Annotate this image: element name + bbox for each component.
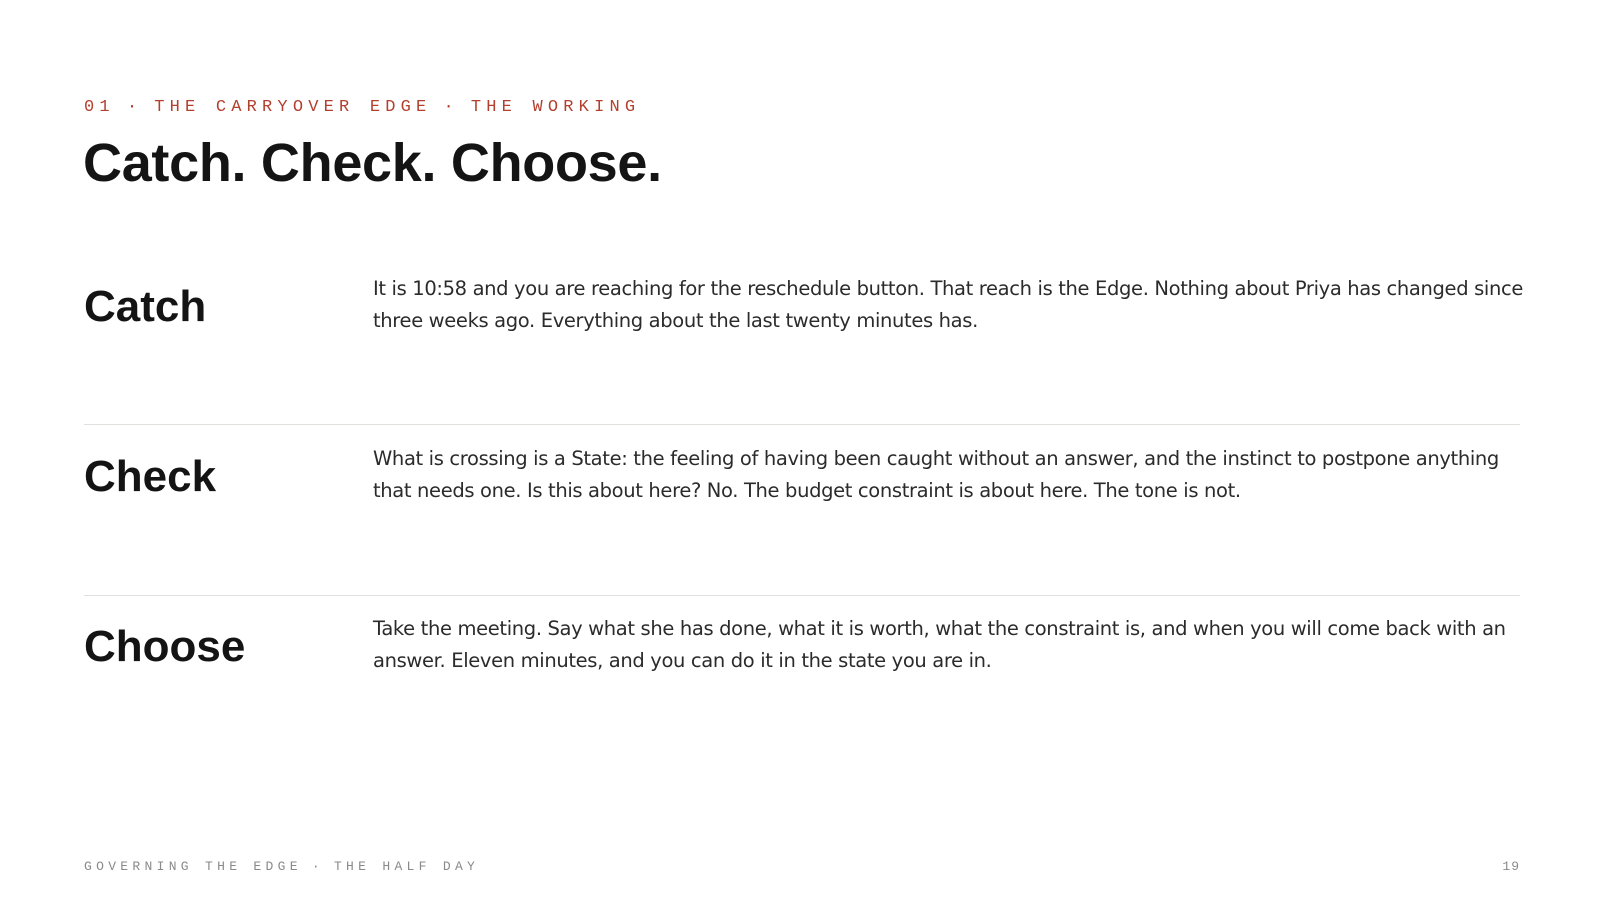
subsection-title: THE WORKING	[470, 98, 641, 117]
step-catch	[84, 260, 1523, 435]
step-check	[84, 425, 1520, 600]
page-number: 19	[1502, 859, 1520, 874]
eyebrow-separator: ·	[126, 98, 143, 117]
step-description: It is 10:58 and you are reaching for the reschedule button. That reach is the Edge. Nothing about Priya has changed since three weeks ago. Everything about the last twenty minutes has.	[373, 277, 1523, 332]
step-name: Check	[84, 452, 217, 501]
step-choose	[84, 596, 1520, 771]
footer-deck-title: GOVERNING THE EDGE	[84, 859, 302, 874]
footer-title	[84, 859, 479, 875]
page-title: Catch. Check. Choose.	[83, 133, 662, 193]
footer-subtitle: THE HALF DAY	[333, 859, 480, 874]
step-name: Choose	[84, 622, 246, 671]
eyebrow-separator: ·	[443, 98, 459, 117]
section-number: 01	[84, 98, 115, 117]
section-eyebrow	[84, 98, 640, 118]
step-description: What is crossing is a State: the feeling of having been caught without an answer, and the instinct to postpone anything that needs one. Is this about here? No. The budget constraint is about here. The tone is not.	[373, 447, 1499, 502]
footer-separator: ·	[311, 859, 324, 874]
step-name: Catch	[84, 282, 207, 331]
section-title: THE CARRYOVER EDGE	[154, 98, 432, 117]
step-description: Take the meeting. Say what she has done, what it is worth, what the constraint is, and when you will come back with an answer. Eleven minutes, and you can do it in the state you are in.	[373, 617, 1506, 672]
